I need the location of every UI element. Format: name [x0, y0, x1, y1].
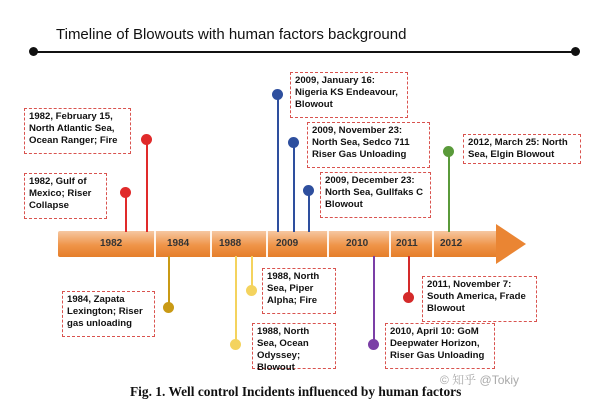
marker-knob-gullfaks	[303, 185, 314, 196]
marker-knob-gulf-mexico	[120, 187, 131, 198]
year-label-2011: 2011	[396, 238, 418, 249]
year-label-2012: 2012	[440, 238, 463, 249]
marker-knob-piper-alpha	[246, 285, 257, 296]
event-box-nigeria: 2009, January 16: Nigeria KS Endeavour, Blowout	[290, 72, 408, 118]
marker-stem-gulf-mexico	[125, 194, 127, 232]
rule-end-dot-right	[571, 47, 580, 56]
title-rule	[34, 51, 576, 53]
year-label-1982: 1982	[100, 238, 123, 249]
marker-stem-ocean-odyssey	[235, 256, 237, 344]
year-separator	[266, 231, 268, 257]
diagram-title: Timeline of Blowouts with human factors background	[56, 26, 407, 43]
marker-knob-sedco	[288, 137, 299, 148]
event-box-ocean-ranger: 1982, February 15, North Atlantic Sea, Ocean Ranger; Fire	[24, 108, 131, 154]
marker-knob-ocean-odyssey	[230, 339, 241, 350]
event-box-sedco: 2009, November 23: North Sea, Sedco 711 Riser Gas Unloading	[307, 122, 430, 168]
timeline-arrow-head	[496, 224, 526, 264]
event-box-frade: 2011, November 7: South America, Frade Blowout	[422, 276, 537, 322]
event-box-elgin: 2012, March 25: North Sea, Elgin Blowout	[463, 134, 581, 164]
event-box-gulf-mexico: 1982, Gulf of Mexico; Riser Collapse	[24, 173, 107, 219]
marker-stem-gullfaks	[308, 191, 310, 232]
watermark: © 知乎 @Tokiy	[440, 373, 520, 387]
marker-knob-frade	[403, 292, 414, 303]
year-label-1988: 1988	[219, 238, 242, 249]
year-label-2010: 2010	[346, 238, 369, 249]
marker-knob-zapata	[163, 302, 174, 313]
marker-stem-nigeria	[277, 95, 279, 232]
marker-knob-ocean-ranger	[141, 134, 152, 145]
year-separator	[432, 231, 434, 257]
marker-stem-sedco	[293, 143, 295, 232]
marker-stem-zapata	[168, 256, 170, 308]
marker-knob-nigeria	[272, 89, 283, 100]
marker-stem-ocean-ranger	[146, 140, 148, 232]
marker-stem-elgin	[448, 152, 450, 232]
marker-stem-deepwater	[373, 256, 375, 344]
event-box-deepwater: 2010, April 10: GoM Deepwater Horizon, Riser Gas Unloading	[385, 323, 495, 369]
marker-knob-elgin	[443, 146, 454, 157]
event-box-ocean-odyssey: 1988, North Sea, Ocean Odyssey; Blowout	[252, 323, 336, 369]
figure-caption: Fig. 1. Well control Incidents influenced by human factors	[130, 384, 462, 399]
year-label-1984: 1984	[167, 238, 190, 249]
year-separator	[210, 231, 212, 257]
year-separator	[327, 231, 329, 257]
year-separator	[154, 231, 156, 257]
year-label-2009: 2009	[276, 238, 299, 249]
event-box-piper-alpha: 1988, North Sea, Piper Alpha; Fire	[262, 268, 336, 314]
event-box-zapata: 1984, Zapata Lexington; Riser gas unloading	[62, 291, 155, 337]
marker-knob-deepwater	[368, 339, 379, 350]
rule-end-dot-left	[29, 47, 38, 56]
year-separator	[389, 231, 391, 257]
event-box-gullfaks: 2009, December 23: North Sea, Gullfaks C Blowout	[320, 172, 431, 218]
